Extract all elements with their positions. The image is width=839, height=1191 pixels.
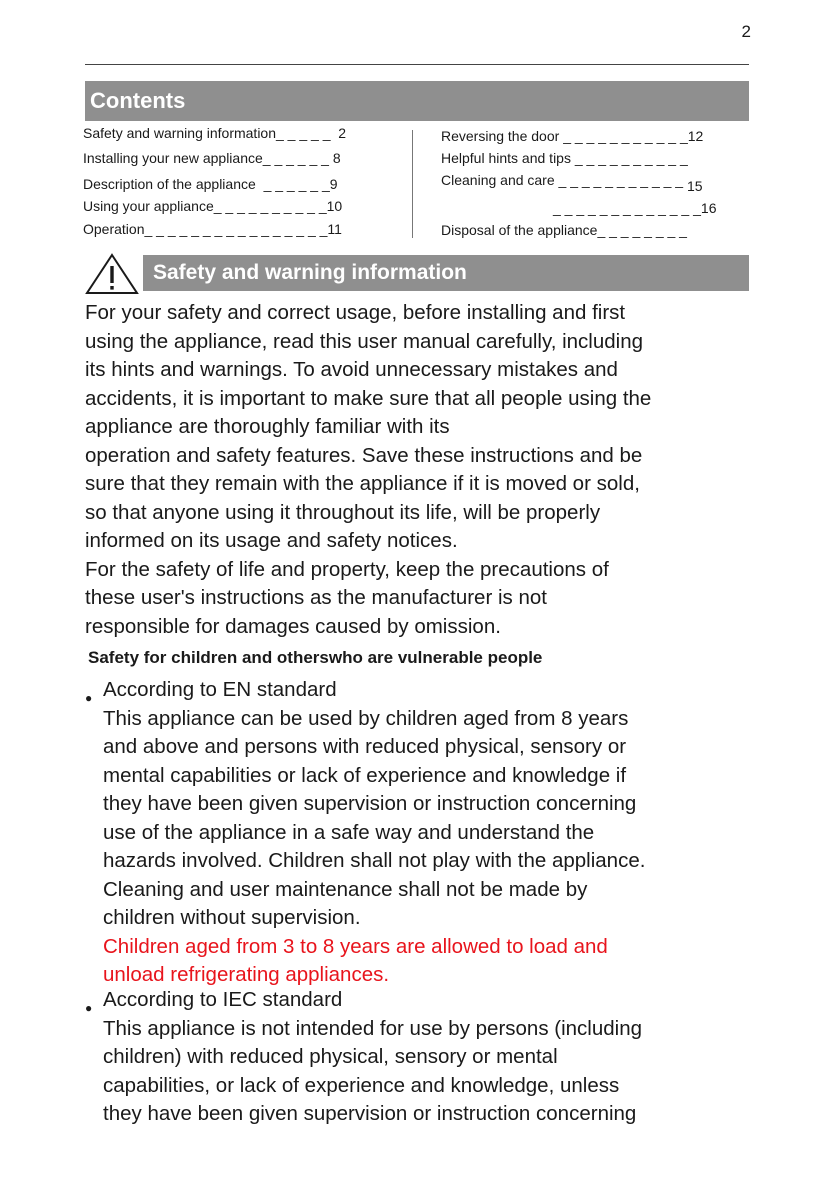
toc-page: 15: [686, 178, 703, 194]
toc-leader: _ _ _ _ _ _ _ _ _ _ _ _ _: [553, 200, 701, 216]
header-rule: [85, 64, 749, 65]
toc-label: Reversing the door: [441, 128, 560, 144]
en-standard-item: [85, 676, 751, 990]
toc-entry-operation[interactable]: [83, 221, 342, 237]
safety-intro: [85, 299, 751, 641]
safety-section-title: Safety and warning information: [153, 261, 467, 284]
red-warning-line: unload refrigerating appliances.: [103, 963, 390, 986]
toc-page: 11: [327, 221, 342, 237]
toc-entry-installing[interactable]: [83, 150, 341, 166]
toc-page: 10: [326, 198, 343, 214]
toc-label: Safety and warning information: [83, 125, 276, 141]
intro-line: these user's instructions as the manufacturer is not: [85, 586, 547, 609]
intro-line: accidents, it is important to make sure that all people using the: [85, 386, 652, 410]
intro-line: its hints and warnings. To avoid unnecessary mistakes and: [85, 358, 618, 381]
intro-line: using the appliance, read this user manual carefully, including: [85, 329, 644, 353]
toc-leader: _ _ _ _ _ _ _ _ _ _: [213, 198, 327, 214]
body-line: children) with reduced physical, sensory or mental: [103, 1045, 558, 1068]
toc-label: Disposal of the appliance: [441, 222, 598, 238]
intro-line: operation and safety features. Save these instructions and be: [85, 443, 643, 467]
en-standard-heading: According to EN standard: [103, 678, 337, 701]
red-warning-line: Children aged from 3 to 8 years are allowed to load and: [103, 934, 608, 958]
toc-leader: _ _ _ _ _ _ _ _: [597, 222, 687, 238]
intro-line: For your safety and correct usage, before installing and first: [85, 301, 626, 324]
toc-leader: _ _ _ _ _ _ _ _ _ _ _: [558, 172, 684, 188]
page-number: 2: [741, 22, 751, 41]
toc-leader: _ _ _ _ _ _: [263, 176, 330, 192]
toc-page: 2: [338, 125, 347, 141]
toc-leader: _ _ _ _ _ _: [262, 150, 329, 166]
toc-entry-hints[interactable]: [441, 150, 688, 166]
intro-line: appliance are thoroughly familiar with its: [85, 415, 450, 438]
toc-entry-description[interactable]: [83, 176, 338, 192]
iec-standard-heading: According to IEC standard: [103, 988, 343, 1011]
bullet-icon: ●: [85, 1001, 93, 1015]
children-safety-subheading: Safety for children and otherswho are vulnerable people: [88, 648, 543, 667]
toc-entry-reversing[interactable]: [441, 128, 703, 144]
toc-entry-cleaning[interactable]: [441, 172, 703, 194]
toc-page: 9: [329, 176, 338, 192]
toc-leader: _ _ _ _ _ _ _ _ _ _ _: [563, 128, 688, 144]
toc-entry-disposal[interactable]: [441, 222, 687, 238]
toc-label: Installing your new appliance: [83, 150, 263, 166]
body-line: children without supervision.: [103, 906, 361, 929]
toc-column-divider: [412, 130, 413, 238]
body-line: and above and persons with reduced physical, sensory or: [103, 735, 627, 758]
body-line: capabilities, or lack of experience and knowledge, unless: [103, 1073, 620, 1097]
intro-line: For the safety of life and property, keep the precautions of: [85, 557, 609, 581]
toc-leader: _ _ _ _ _: [276, 125, 331, 141]
intro-line: so that anyone using it throughout its life, will be properly: [85, 500, 601, 524]
body-line: use of the appliance in a safe way and understand the: [103, 820, 595, 844]
toc-label: Cleaning and care: [441, 172, 555, 188]
bullet-icon: ●: [85, 691, 93, 705]
contents-title: Contents: [90, 88, 186, 113]
toc-page: 16: [700, 200, 717, 216]
intro-line: informed on its usage and safety notices.: [85, 529, 458, 552]
toc-label: Helpful hints and tips: [441, 150, 571, 166]
body-line: Cleaning and user maintenance shall not be made by: [103, 877, 588, 901]
intro-line: responsible for damages caused by omission.: [85, 614, 501, 638]
toc-label: Using your appliance: [83, 198, 214, 214]
body-line: they have been given supervision or instruction concerning: [103, 1102, 637, 1125]
en-standard-body: [85, 705, 751, 990]
toc-label: Operation: [83, 221, 145, 237]
toc-entry-safety[interactable]: [83, 125, 346, 141]
body-line: they have been given supervision or instruction concerning: [103, 792, 637, 815]
body-line: mental capabilities or lack of experience and knowledge if: [103, 763, 627, 787]
toc-leader: _ _ _ _ _ _ _ _ _ _: [574, 150, 688, 166]
toc-entry-continued[interactable]: [553, 200, 716, 216]
toc-leader: _ _ _ _ _ _ _ _ _ _ _ _ _ _ _ _: [144, 221, 328, 237]
body-line: This appliance can be used by children aged from 8 years: [103, 706, 629, 730]
toc-page: 8: [332, 150, 341, 166]
body-line: hazards involved. Children shall not play with the appliance.: [103, 849, 646, 872]
intro-line: sure that they remain with the appliance if it is moved or sold,: [85, 472, 640, 495]
iec-standard-item: [85, 986, 751, 1129]
body-line: This appliance is not intended for use by persons (including: [103, 1016, 643, 1040]
toc-label: Description of the appliance: [83, 176, 256, 192]
toc-page: 12: [687, 128, 704, 144]
toc-entry-using[interactable]: [83, 198, 342, 214]
iec-standard-body: [85, 1015, 751, 1129]
warning-triangle-icon: [84, 252, 140, 296]
